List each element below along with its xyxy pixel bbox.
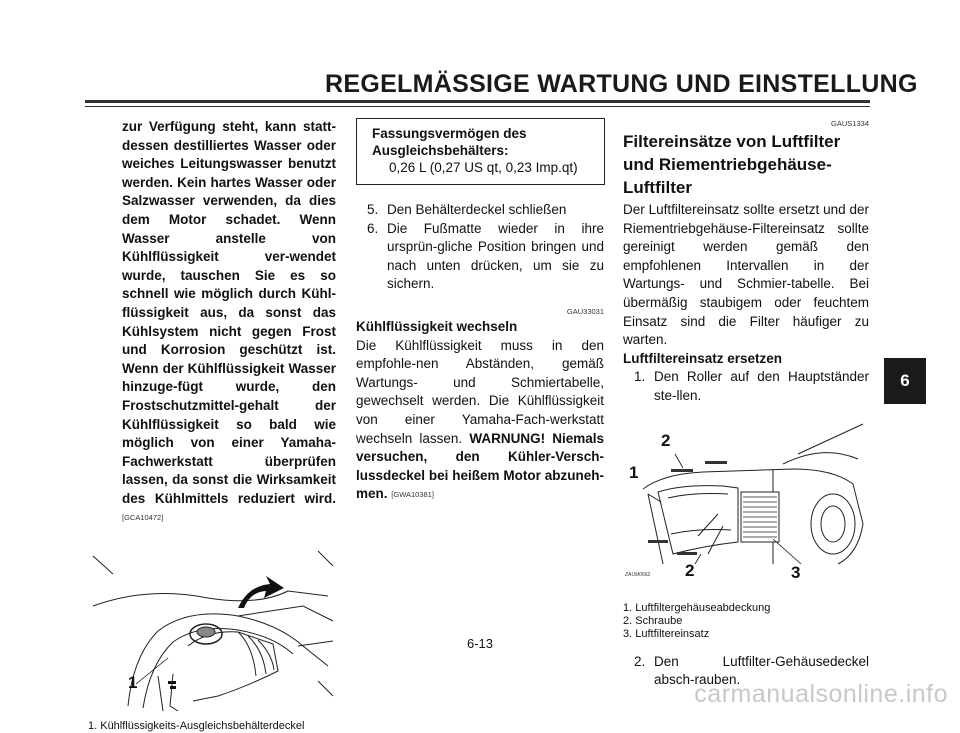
list-item: 6. Die Fußmatte wieder in ihre ursprün-gliche Position bringen und nach unten drücken, um sie zu sichern. <box>367 220 604 292</box>
figure-callout-2-top: 2 <box>661 430 671 450</box>
step-list <box>623 368 869 405</box>
figure-caption: 2. Schraube <box>623 614 683 627</box>
page-header-title: REGELMÄSSIGE WARTUNG UND EINSTELLUNG <box>325 70 918 98</box>
capacity-value: 0,26 L (0,27 US qt, 0,23 Imp.qt) <box>389 160 578 175</box>
figure-callout-2-bottom: 2 <box>685 560 695 580</box>
notice-code: [GCA10472] <box>122 513 164 523</box>
coolant-reservoir-illustration <box>88 546 336 714</box>
air-filter-figure <box>623 414 869 582</box>
section-subhead: Kühlflüssigkeit wechseln <box>356 318 518 334</box>
notice-text: zur Verfügung steht, kann statt-dessen destilliertes Wasser oder weiches Leitungswasser benutzt werden. Kein hartes Wasser oder Salzwasser verwenden, da dies dem Motor schadet. Wenn Wasser anstelle von Kühlflüssigkeit ver-wendet wurde, tauschen Sie es so schnell wie möglich durch Kühl-flüssigkeit aus, da sonst das Kühlsystem nicht gegen Frost und Korrosion geschützt ist. Wenn der Kühlflüssigkeit Wasser hinzuge-fügt wurde, den Frostschutzmittel-gehalt der Kühlflüssigkeit so bald wie möglich von einer Yamaha-Fachwerkstatt überprüfen lassen, da sonst die Wirksamkeit des Kühlmittels reduziert wird. [GCA10472] <box>122 119 336 523</box>
section-title: Filtereinsätze von Luftfilter und Riementriebgehäuse-Luftfilter <box>623 132 841 197</box>
section-code: GAU33031 <box>566 306 604 316</box>
figure-caption: 3. Luftfiltereinsatz <box>623 627 710 640</box>
column-middle <box>356 118 604 505</box>
capacity-title: Fassungsvermögen des Ausgleichsbehälters: <box>372 126 527 158</box>
reassembly-steps <box>356 201 604 294</box>
figure-callout-1: 1 <box>629 462 639 482</box>
figure-captions <box>623 602 869 641</box>
figure-callout-1: 1 <box>128 673 138 693</box>
coolant-reservoir-figure <box>88 546 336 714</box>
figure-caption: 1. Kühlflüssigkeits-Ausgleichsbehälterdeckel <box>88 720 305 733</box>
header-rule-thin <box>85 106 870 107</box>
figure-caption: 1. Luftfiltergehäuseabdeckung <box>623 601 771 614</box>
capacity-box <box>356 118 605 185</box>
coolant-change-text: Die Kühlflüssigkeit muss in den empfohle-nen Abständen, gemäß Wartungs- und Schmiertabelle, gewechselt werden. Die Kühlflüssigkeit von einer Yamaha-Fach-werkstatt wechseln lassen. WARNUNG! Niemals versuchen, den Kühler-Versch-lussdeckel bei heißem Motor abzuneh-men. [GWA10381] <box>356 337 604 502</box>
header-rule-thick <box>85 100 870 103</box>
air-filter-text: Der Luftfiltereinsatz sollte ersetzt und der Riementriebgehäuse-Filtereinsatz sollte gereinigt werden gemäß den empfohlenen Intervallen in der Wartungs- und Schmier-tabelle. Bei übermäßig staubigem oder feuchtem Einsatz sind die Filter häufiger zu warten. <box>623 202 869 348</box>
page-number: 6-13 <box>466 636 494 651</box>
air-filter-illustration <box>623 414 869 574</box>
section-subhead: Luftfiltereinsatz ersetzen <box>623 350 783 366</box>
list-item: 1. Den Roller auf den Hauptständer ste-llen. <box>634 369 869 403</box>
list-item: 2. Den Luftfilter-Gehäusedeckel absch-rauben. <box>634 653 869 688</box>
chapter-tab: 6 <box>884 358 926 404</box>
figure-id: ZAUM0662 <box>625 571 651 578</box>
warning-text: WARNUNG! Niemals versuchen, den Kühler-Versch-lussdeckel bei heißem Motor abzuneh-men. <box>356 430 604 502</box>
column-right <box>623 118 869 690</box>
warning-code: [GWA10381] <box>391 490 434 500</box>
watermark: carmanualsonline.info <box>694 680 948 708</box>
figure-callout-3: 3 <box>791 562 801 582</box>
list-item: 5. Den Behälterdeckel schließen <box>367 202 567 217</box>
section-code: GAUS1334 <box>831 119 869 128</box>
